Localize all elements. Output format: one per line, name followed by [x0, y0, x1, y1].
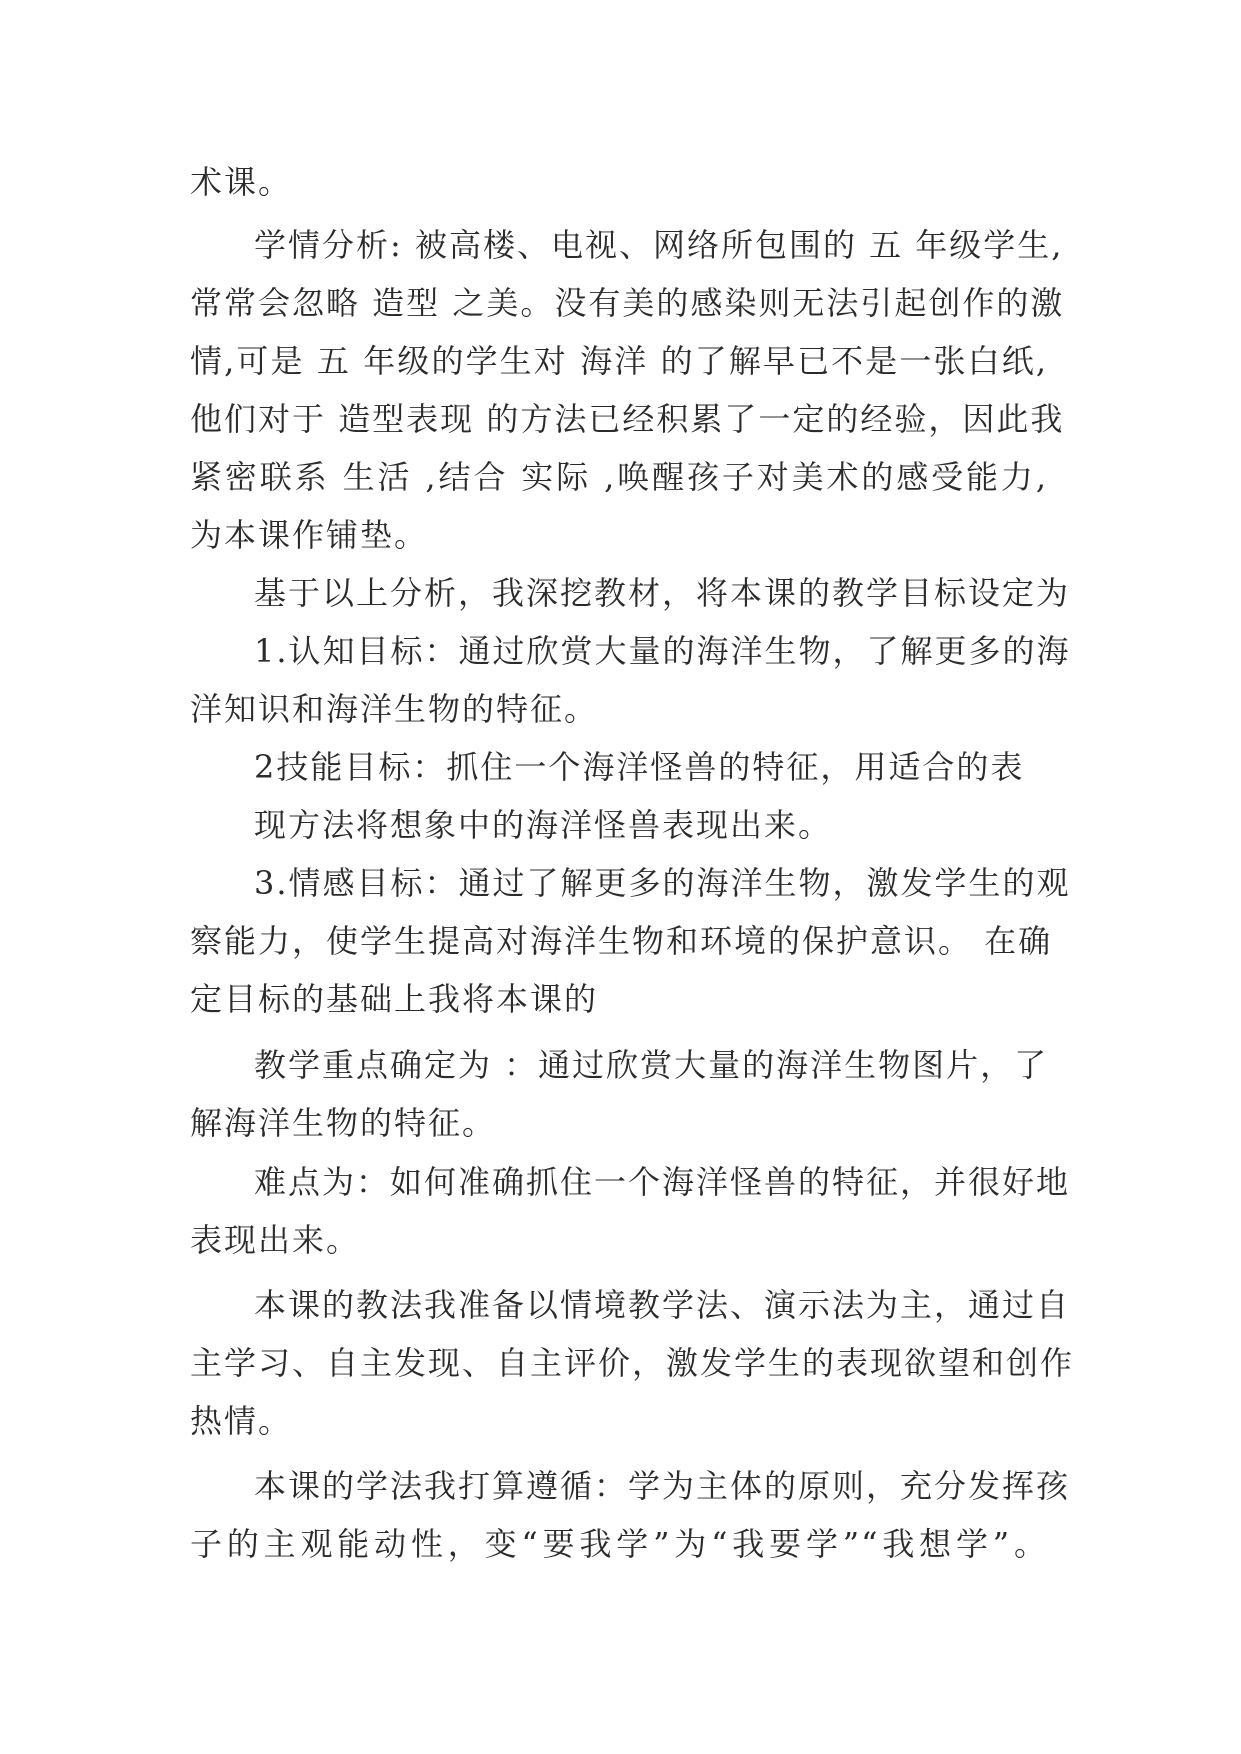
- text-line: 现方法将想象中的海洋怪兽表现出来。: [254, 806, 833, 844]
- text-line: 热情。: [190, 1402, 293, 1440]
- text-line: 子的主观能动性，变“要我学”为“我要学”“我想学”。: [190, 1525, 1048, 1563]
- text-line: 紧密联系 生活 ,结合 实际 ,唤醒孩子对美术的感受能力,: [190, 458, 1048, 496]
- text-line: 解海洋生物的特征。: [190, 1104, 497, 1142]
- text-line: 本课的学法我打算遵循：学为主体的原则，充分发挥孩: [254, 1467, 1071, 1505]
- text-line: 察能力，使学生提高对海洋生物和环境的保护意识。 在确: [190, 922, 1053, 960]
- text-line: 难点为：如何准确抓住一个海洋怪兽的特征，并很好地: [254, 1163, 1071, 1201]
- text-line: 教学重点确定为 ：通过欣赏大量的海洋生物图片，了: [254, 1046, 1049, 1084]
- text-line: 基于以上分析，我深挖教材，将本课的教学目标设定为: [254, 574, 1071, 612]
- text-line: 情,可是 五 年级的学生对 海洋 的了解早已不是一张白纸,: [190, 342, 1048, 380]
- text-line: 定目标的基础上我将本课的: [190, 980, 599, 1018]
- text-line: 术课。: [190, 163, 293, 201]
- text-line: 学情分析: 被高楼、电视、网络所包围的 五 年级学生,: [254, 226, 1064, 264]
- text-line: 为本课作铺垫。: [190, 516, 429, 554]
- text-line: 本课的教法我准备以情境教学法、演示法为主，通过自: [254, 1286, 1071, 1324]
- text-line: 1.认知目标：通过欣赏大量的海洋生物，了解更多的海: [254, 632, 1071, 670]
- text-line: 主学习、自主发现、自主评价，激发学生的表现欲望和创作: [190, 1344, 1075, 1382]
- text-line: 常常会忽略 造型 之美。没有美的感染则无法引起创作的激: [190, 284, 1065, 322]
- text-line: 表现出来。: [190, 1221, 361, 1259]
- text-line: 2技能目标：抓住一个海洋怪兽的特征，用适合的表: [254, 748, 1025, 786]
- text-line: 3.情感目标：通过了解更多的海洋生物，激发学生的观: [254, 864, 1071, 902]
- text-line: 他们对于 造型表现 的方法已经积累了一定的经验，因此我: [190, 400, 1065, 438]
- text-line: 洋知识和海洋生物的特征。: [190, 690, 599, 728]
